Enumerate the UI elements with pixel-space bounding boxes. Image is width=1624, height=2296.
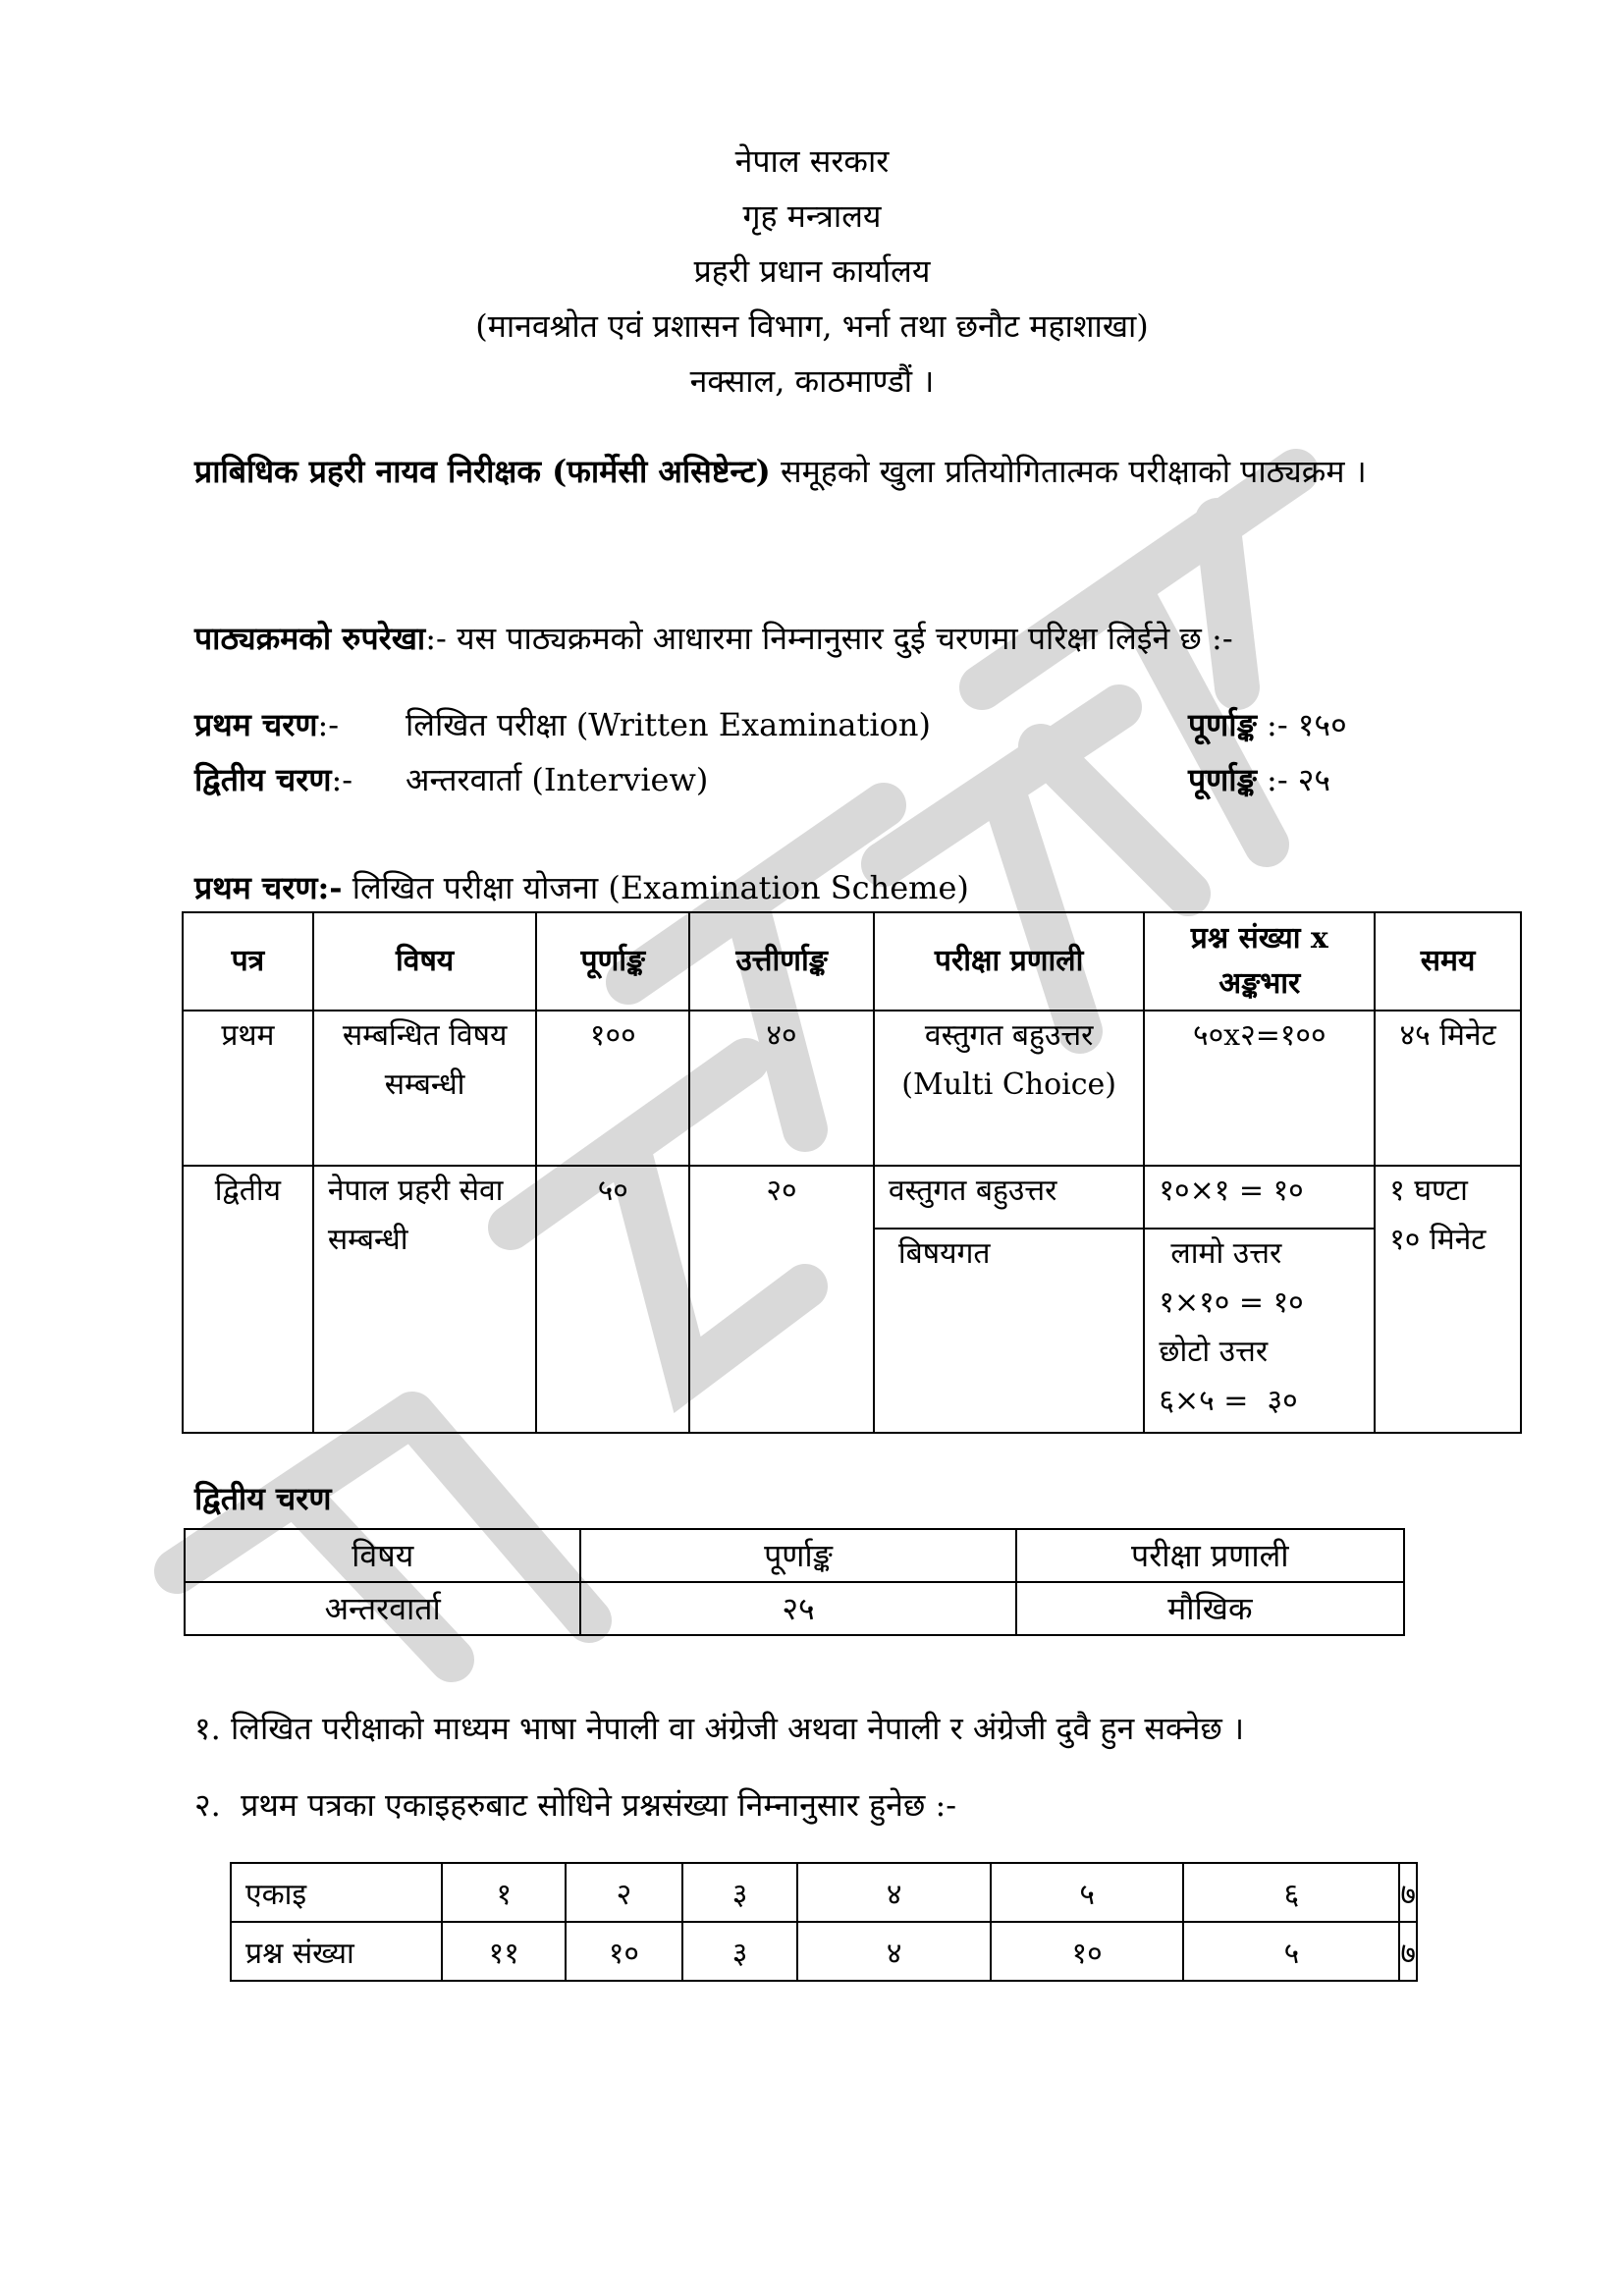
phase-first xyxy=(194,703,1347,745)
col-header-full-marks: पूर्णाङ्क xyxy=(580,1529,1015,1582)
cell-time-hour: १ घण्टा xyxy=(1389,1174,1468,1208)
count-cell: ५ xyxy=(1183,1922,1399,1981)
header-government: नेपाल सरकार xyxy=(734,142,890,180)
units-table xyxy=(230,1862,1418,1982)
phase-first-label: प्रथम चरण xyxy=(194,706,318,743)
cell-pass-marks: २० xyxy=(689,1166,874,1433)
cell-subject: अन्तरवार्ता xyxy=(185,1582,580,1635)
scheme-title xyxy=(194,866,969,908)
cell-exam-system: वस्तुगत बहुउत्तर (Multi Choice) xyxy=(874,1011,1145,1166)
long-answer-label: लामो उत्तर xyxy=(1170,1236,1282,1271)
table-row xyxy=(231,1922,1417,1981)
phase-first-marks: :- १५० xyxy=(1256,706,1347,743)
count-cell: १० xyxy=(566,1922,681,1981)
cell-subject: नेपाल प्रहरी सेवा सम्बन्धी xyxy=(313,1166,537,1433)
exam-scheme-table xyxy=(182,911,1522,1434)
col-header-exam-system: परीक्षा प्रणाली xyxy=(874,912,1145,1011)
phase-second-name: अन्तरवार्ता (Interview) xyxy=(406,761,709,798)
col-header-subject: विषय xyxy=(313,912,537,1011)
unit-cell: ३ xyxy=(682,1863,798,1922)
outline-text: :- यस पाठ्यक्रमको आधारमा निम्नानुसार दुई चरणमा परिक्षा लिईने छ :- xyxy=(425,620,1233,657)
count-cell: १० xyxy=(991,1922,1184,1981)
scheme-text: लिखित परीक्षा योजना (Examination Scheme) xyxy=(342,869,969,906)
table-row xyxy=(183,1011,1521,1166)
phase-second-sep: :- xyxy=(331,761,353,798)
note-question-distribution: २. प्रथम पत्रका एकाइहरुबाट सोधिने प्रश्नसंख्या निम्नानुसार हुनेछ :- xyxy=(194,1786,957,1824)
header-ministry: गृह मन्त्रालय xyxy=(742,197,882,235)
count-cell: ११ xyxy=(442,1922,566,1981)
cell-full-marks: ५० xyxy=(536,1166,689,1433)
cell-questions-subjective xyxy=(1144,1229,1375,1433)
unit-cell: २ xyxy=(566,1863,681,1922)
second-phase-title: द्वितीय चरण xyxy=(194,1480,332,1517)
second-phase-table xyxy=(184,1528,1405,1636)
short-answer-label: छोटो उत्तर xyxy=(1159,1335,1269,1369)
cell-full-marks: १०० xyxy=(536,1011,689,1166)
cell-full-marks: २५ xyxy=(580,1582,1015,1635)
col-header-subject: विषय xyxy=(185,1529,580,1582)
cell-paper: प्रथम xyxy=(183,1011,313,1166)
cell-questions: ५०x२=१०० xyxy=(1144,1011,1375,1166)
table-header-row xyxy=(185,1529,1404,1582)
outline-label: पाठ्यक्रमको रुपरेखा xyxy=(194,620,426,657)
letterhead xyxy=(0,134,1624,409)
cell-subject: सम्बन्धित विषय सम्बन्धी xyxy=(313,1011,537,1166)
unit-cell: ५ xyxy=(991,1863,1184,1922)
unit-cell: ४ xyxy=(797,1863,990,1922)
phase-first-sep: :- xyxy=(317,706,340,743)
unit-cell: ७ xyxy=(1399,1863,1417,1922)
cell-questions-objective: १०×१ = १० xyxy=(1144,1166,1375,1229)
count-cell: ३ xyxy=(682,1922,798,1981)
cell-exam-system: मौखिक xyxy=(1016,1582,1404,1635)
col-header-exam-system: परीक्षा प्रणाली xyxy=(1016,1529,1404,1582)
count-cell: ७ xyxy=(1399,1922,1417,1981)
unit-cell: १ xyxy=(442,1863,566,1922)
phase-second-marks-label: पूर्णाङ्क xyxy=(1188,761,1257,798)
long-answer-marks: १×१० = १० xyxy=(1159,1285,1304,1320)
note-language: १. लिखित परीक्षाको माध्यम भाषा नेपाली वा अंग्रेजी अथवा नेपाली र अंग्रेजी दुवै हुन सक्नेछ । xyxy=(194,1710,1245,1747)
phase-second xyxy=(194,758,1331,800)
cell-exam-system-objective: वस्तुगत बहुउत्तर xyxy=(874,1166,1145,1229)
course-intro xyxy=(194,444,1434,499)
unit-cell: ६ xyxy=(1183,1863,1399,1922)
header-office: प्रहरी प्रधान कार्यालय xyxy=(693,252,931,290)
table-row xyxy=(231,1863,1417,1922)
cell-pass-marks: ४० xyxy=(689,1011,874,1166)
col-header-questions-weight: प्रश्न संख्या x अङ्कभार xyxy=(1144,912,1375,1011)
table-header-row xyxy=(183,912,1521,1011)
course-intro-rest: समूहको खुला प्रतियोगितात्मक परीक्षाको पाठ्यक्रम । xyxy=(770,453,1367,490)
header-department: (मानवश्रोत एवं प्रशासन विभाग, भर्ना तथा छनौट महाशाखा) xyxy=(475,307,1149,345)
count-cell: ४ xyxy=(797,1922,990,1981)
outline-paragraph xyxy=(194,617,1233,659)
cell-exam-system-subjective: बिषयगत xyxy=(874,1229,1145,1433)
table-row xyxy=(185,1582,1404,1635)
phase-first-marks-label: पूर्णाङ्क xyxy=(1188,706,1257,743)
cell-time-minute: १० मिनेट xyxy=(1389,1223,1487,1257)
phase-second-label: द्वितीय चरण xyxy=(194,761,332,798)
phase-first-name: लिखित परीक्षा (Written Examination) xyxy=(406,706,931,743)
col-header-full-marks: पूर्णाङ्क xyxy=(536,912,689,1011)
cell-paper: द्वितीय xyxy=(183,1166,313,1433)
header-address: नक्साल, काठमाण्डौं । xyxy=(689,362,935,400)
scheme-label: प्रथम चरण:- xyxy=(194,869,343,906)
cell-time xyxy=(1375,1166,1521,1433)
cell-time: ४५ मिनेट xyxy=(1375,1011,1521,1166)
course-title: प्राबिधिक प्रहरी नायव निरीक्षक (फार्मेसी असिष्टेन्ट) xyxy=(194,453,771,490)
count-label: प्रश्न संख्या xyxy=(231,1922,442,1981)
col-header-pass-marks: उत्तीर्णाङ्क xyxy=(689,912,874,1011)
short-answer-marks: ६×५ = ३० xyxy=(1159,1384,1298,1418)
col-header-paper: पत्र xyxy=(183,912,313,1011)
col-header-time: समय xyxy=(1375,912,1521,1011)
phase-second-marks: :- २५ xyxy=(1256,761,1331,798)
unit-label: एकाइ xyxy=(231,1863,442,1922)
table-row xyxy=(183,1166,1521,1229)
